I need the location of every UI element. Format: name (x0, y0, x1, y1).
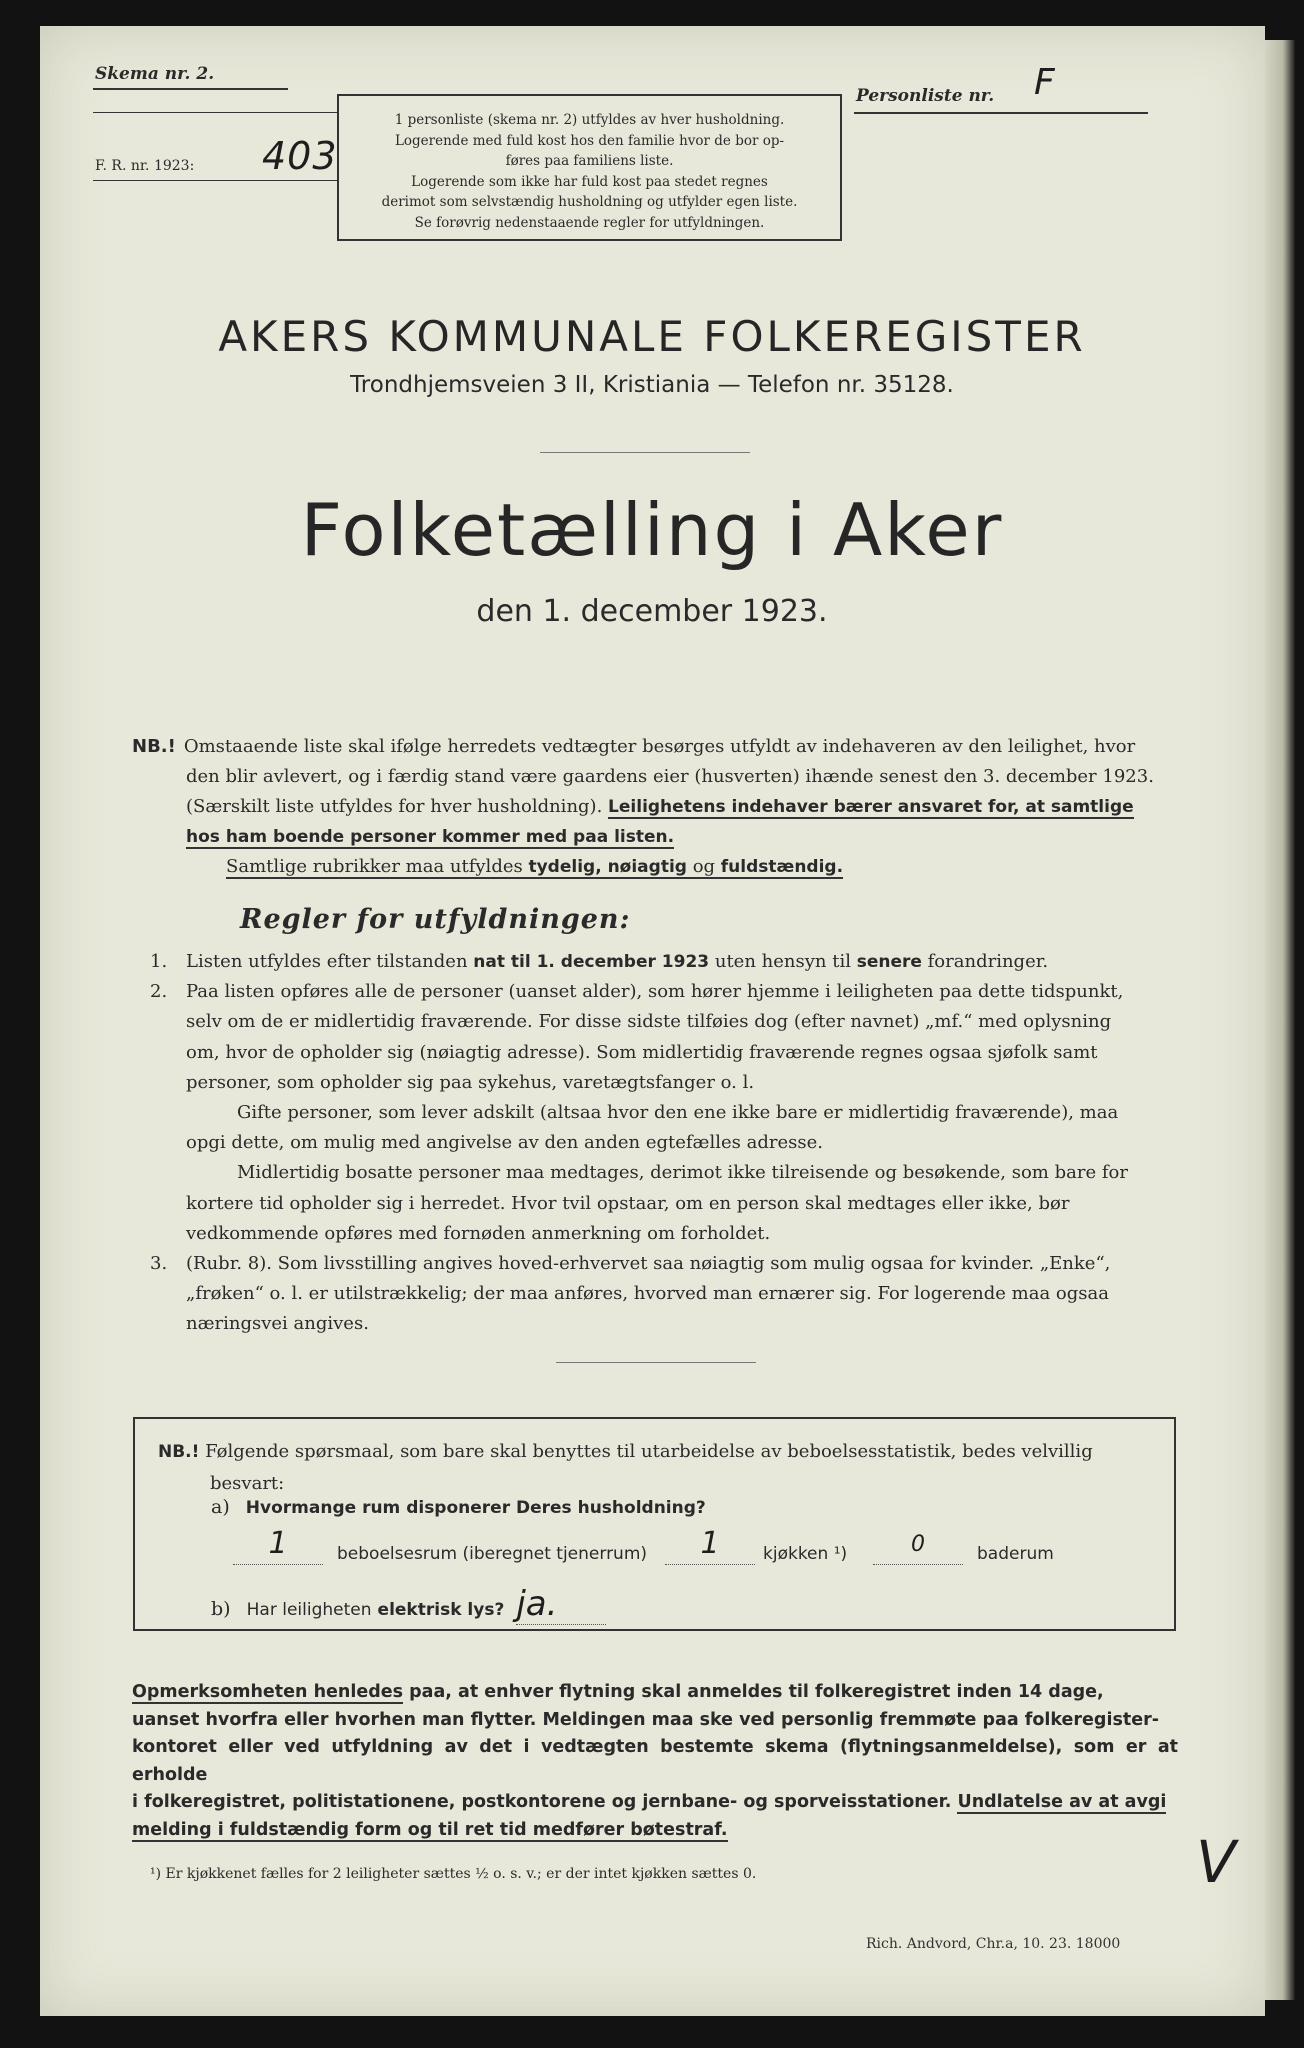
nb-emphasis: hos ham boende personer kommer med paa listen. (186, 827, 675, 847)
census-date: den 1. december 1923. (476, 594, 828, 629)
nb-text: Samtlige rubrikker maa utfyldes (226, 856, 523, 877)
personliste-underline (854, 112, 1148, 114)
rule-text: næringsvei angives. (186, 1313, 369, 1335)
nb-emphasis: tydelig, nøiagtig (528, 857, 687, 877)
question-a-text: Hvormange rum disponerer Deres husholdning? (245, 1498, 706, 1518)
notice-text: uanset hvorfra eller hvorhen man flytter. Meldingen maa ske ved personlig fremmøte paa folkeregister- (132, 1709, 1159, 1730)
fr-rule (93, 180, 337, 181)
skema-underline (93, 88, 288, 90)
nb-text: den blir avlevert, og i færdig stand være gaardens eier (husverten) ihænde senest den 3. december 1923. (186, 766, 1154, 787)
skema-rule (93, 112, 337, 113)
rule-2: 2. Paa listen opføres alle de personer (uanset alder), som hører hjemme i leiligheten paa dette tidspunkt, (150, 981, 1124, 1003)
rule-text: „frøken“ o. l. er utilstrækkelig; der maa anføres, hvorved man ernærer sig. For logerende maa ogsaa (186, 1283, 1109, 1305)
nb-emphasis: fuldstændig. (720, 857, 844, 877)
moving-notice (132, 1679, 1178, 1844)
nb-label: NB.! (132, 736, 176, 757)
personliste-value-handwritten: F (1034, 62, 1055, 103)
question-b: b) Har leiligheten elektrisk lys? ja. (211, 1584, 606, 1625)
electric-light-answer-handwritten[interactable]: ja. (516, 1584, 606, 1625)
bath-label: baderum (977, 1544, 1054, 1564)
fr-label: F. R. nr. 1923: (95, 158, 195, 174)
nb-label: NB.! (158, 1442, 200, 1462)
notice-text: paa, at enhver flytning skal anmeldes til folkeregistret inden 14 dage, (409, 1682, 1104, 1702)
housing-questions-intro (158, 1436, 1158, 1499)
rule-text: kortere tid opholder sig i herredet. Hvor tvil opstaar, om en person skal medtages eller ikke, bør (186, 1192, 1070, 1214)
rule-text: Midlertidig bosatte personer maa medtages, derimot ikke tilreisende og besøkende, som bare for (237, 1162, 1128, 1184)
divider (540, 452, 750, 453)
instruction-box (337, 94, 842, 241)
office-address: Trondhjemsveien 3 II, Kristiania — Telefon nr. 35128. (350, 372, 954, 398)
main-title: Folketælling i Aker (300, 488, 1004, 572)
footnote: ¹) Er kjøkkenet fælles for 2 leiligheter sættes ½ o. s. v.; er der intet kjøkken sættes 0. (150, 1866, 757, 1882)
nb-text: besvart: (210, 1473, 285, 1494)
nb-text: og (692, 856, 716, 877)
divider (556, 1362, 756, 1363)
check-mark-handwritten: V (1196, 1828, 1236, 1896)
rule-text: Gifte personer, som lever adskilt (altsaa hvor den ene ikke bare er midlertidig fraværende), maa (237, 1102, 1119, 1124)
notice-emphasis: Opmerksomheten henledes (132, 1682, 404, 1702)
nb-text: Omstaaende liste skal ifølge herredets vedtægter besørges utfyldt av indehaveren av den leilighet, hvor (183, 736, 1136, 757)
instruction-line: derimot som selvstændig husholdning og utfylder egen liste. (381, 194, 798, 210)
rule-text: selv om de er midlertidig fraværende. For disse sidste tilføies dog (efter navnet) „mf.“ med oplysning (186, 1011, 1112, 1033)
rule-text: vedkommende opføres med fornøden anmerkning om forholdet. (186, 1222, 771, 1244)
personliste-label: Personliste nr. (856, 86, 995, 106)
notice-text: kontoret eller ved utfyldning av det i vedtægten bestemte skema (flytningsanmeldelse), som er at erholde (132, 1737, 1178, 1785)
notice-text: i folkeregistret, politistationene, postkontorene og jernbane- og sporveisstationer. (132, 1792, 952, 1812)
kitchen-label: kjøkken ¹) (763, 1544, 848, 1564)
fr-number-handwritten: 403 (262, 134, 338, 178)
question-b-emphasis: elektrisk lys? (377, 1600, 505, 1620)
instruction-line: Se forøvrig nedenstaaende regler for utfyldningen. (414, 214, 765, 231)
instruction-line: 1 personliste (skema nr. 2) utfyldes av hver husholdning. (394, 112, 785, 128)
office-title: AKERS KOMMUNALE FOLKEREGISTER (218, 312, 1086, 361)
rule-text: personer, som opholder sig paa sykehus, varetægtsfanger o. l. (186, 1071, 755, 1093)
instruction-line: Logerende som ikke har fuld kost paa stedet regnes (411, 173, 768, 190)
rule-1: 1. Listen utfyldes efter tilstanden nat til 1. december 1923 uten hensyn til senere forandringer. (150, 951, 1049, 972)
nb-paragraph (132, 732, 1164, 882)
rule-text: opgi dette, om mulig med angivelse av den anden egtefælles adresse. (186, 1132, 823, 1154)
question-a: a) Hvormange rum disponerer Deres husholdning? (211, 1496, 706, 1518)
rule-text: om, hvor de opholder sig (nøiagtig adresse). Som midlertidig fraværende regnes ogsaa sjøfolk samt (186, 1041, 1098, 1063)
rooms-value-handwritten[interactable]: 1 (233, 1526, 323, 1565)
notice-emphasis: melding i fuldstændig form og til ret tid medfører bøtestraf. (132, 1819, 728, 1840)
printer-imprint: Rich. Andvord, Chr.a, 10. 23. 18000 (866, 1936, 1121, 1952)
bath-value-handwritten[interactable]: 0 (873, 1532, 963, 1565)
notice-emphasis: Undlatelse av at avgi (957, 1792, 1167, 1812)
rules-list (150, 947, 1170, 1340)
rooms-answer-row (233, 1526, 1133, 1574)
rooms-label: beboelsesrum (iberegnet tjenerrum) (337, 1544, 648, 1564)
skema-label: Skema nr. 2. (95, 64, 215, 84)
rule-3: 3. (Rubr. 8). Som livsstilling angives hoved-erhvervet saa nøiagtig som mulig ogsaa for kvinder. „Enke“, (150, 1253, 1111, 1275)
kitchen-value-handwritten[interactable]: 1 (665, 1526, 755, 1565)
nb-emphasis: Leilighetens indehaver bærer ansvaret for, at samtlige (608, 797, 1134, 817)
nb-text: (Særskilt liste utfyldes for hver husholdning). (186, 796, 603, 817)
instruction-line: Logerende med fuld kost hos den familie hvor de bor op- (394, 132, 785, 149)
nb-text: Følgende spørsmaal, som bare skal benyttes til utarbeidelse av beboelsesstatistik, bedes velvillig (205, 1441, 1093, 1462)
instruction-line: føres paa familiens liste. (505, 153, 674, 169)
rules-heading: Regler for utfyldningen: (240, 904, 631, 935)
question-b-text: Har leiligheten (246, 1600, 372, 1620)
